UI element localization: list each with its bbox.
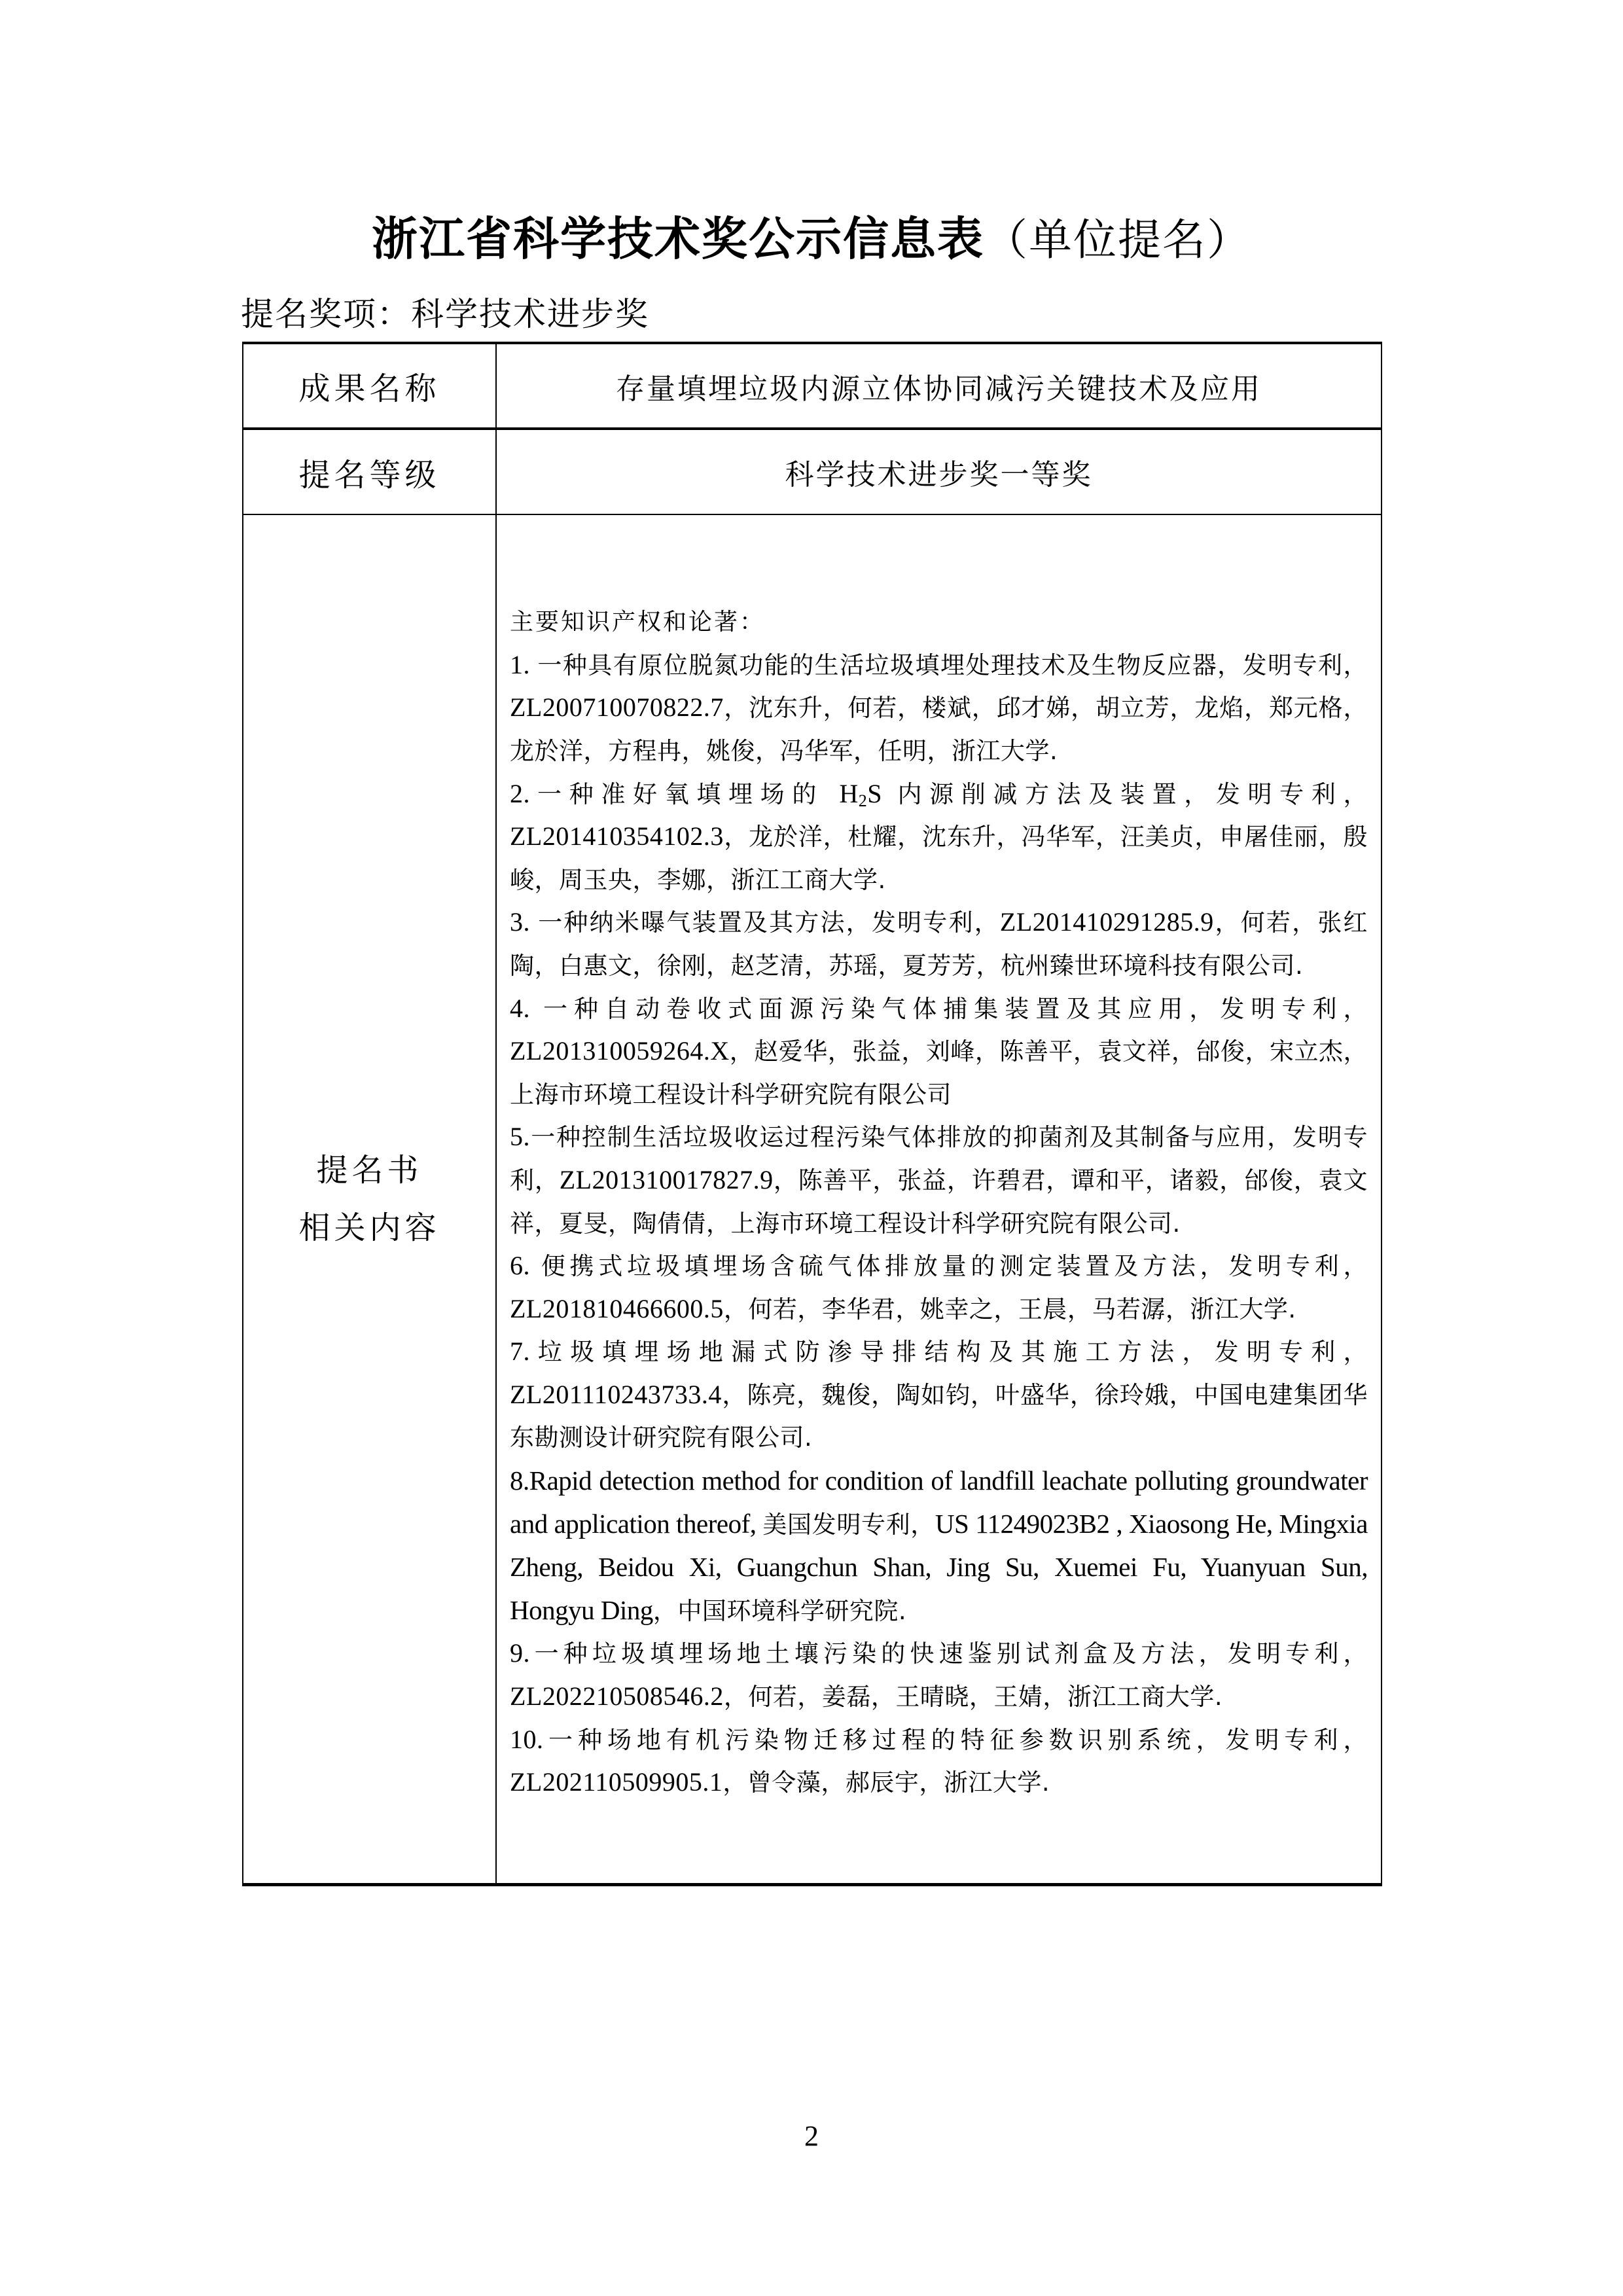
- patent-number: ZL201410291285.9: [999, 907, 1214, 937]
- chem-formula: [839, 779, 882, 808]
- item-authors-en: , Xiaosong He, Mingxia Zheng, Beidou Xi, Guangchun Shan, Jing Su, Xuemei Fu, Yuanyuan Sun, Hongyu Ding: [510, 1508, 1368, 1625]
- item-number: 9.: [510, 1638, 530, 1668]
- row-label: 成果名称: [243, 343, 496, 429]
- ip-list-intro: 主要知识产权和论著：: [510, 609, 766, 636]
- item-title: 一种准好氧填埋场的: [530, 780, 840, 808]
- row-label: 提名等级: [243, 429, 496, 514]
- item-authors: ，曾令藻，郝辰宇，浙江大学.: [722, 1768, 1050, 1797]
- list-item: [510, 1331, 1368, 1460]
- item-institution: ，中国环境科学研究院.: [652, 1596, 907, 1625]
- page-number: 2: [804, 2120, 819, 2152]
- item-authors: ，陈亮，魏俊，陶如钧，叶盛华，徐玲娥，中国电建集团华东勘测设计研究院有限公司.: [510, 1380, 1368, 1452]
- patent-number: ZL201810466600.5: [510, 1293, 724, 1323]
- item-title: 一种自动卷收式面源污染气体捕集装置及其应用，发明专利，: [543, 994, 1368, 1023]
- list-item: [510, 644, 1368, 773]
- list-item: [510, 1460, 1368, 1632]
- list-item: [510, 773, 1368, 902]
- chem-element: S: [867, 778, 883, 808]
- list-item: [510, 1245, 1368, 1331]
- nomination-award-value: 科学技术进步奖: [411, 295, 649, 333]
- list-item: [510, 901, 1368, 987]
- list-item: [510, 1116, 1368, 1245]
- item-number: 10.: [510, 1724, 544, 1754]
- nomination-award-line: [241, 293, 649, 335]
- item-authors: ，何若，张红陶，白惠文，徐刚，赵芝清，苏瑶，夏芳芳，杭州臻世环境科技有限公司.: [510, 908, 1368, 980]
- item-title: 一种控制生活垃圾收运过程污染气体排放的抑菌剂及其制备与应用，发明专利，: [510, 1123, 1368, 1194]
- row-label: [243, 514, 496, 1885]
- item-number: 3.: [510, 907, 539, 937]
- item-title-en: Rapid detection method for condition of landfill leachate polluting groundwater and application thereof,: [510, 1465, 1368, 1539]
- table-row-achievement-name: [243, 343, 1382, 429]
- list-item: [510, 988, 1368, 1117]
- chem-element: H: [839, 778, 859, 808]
- list-item: [510, 1632, 1368, 1718]
- title-main: 浙江省科学技术奖公示信息表: [372, 212, 984, 266]
- patent-number: ZL201410354102.3: [510, 821, 724, 852]
- nomination-award-label: 提名奖项：: [241, 295, 411, 333]
- item-authors: ，陈善平，张益，许碧君，谭和平，诸毅，邰俊，袁文祥，夏旻，陶倩倩，上海市环境工程设计科学研究院有限公司.: [510, 1166, 1368, 1238]
- item-number: 7.: [510, 1336, 530, 1367]
- item-number: 6.: [510, 1251, 541, 1281]
- item-title: 一种纳米曝气装置及其方法，发明专利，: [538, 908, 1000, 937]
- page-title: [0, 209, 1623, 270]
- item-authors: ，龙於洋，杜耀，沈东升，冯华军，汪美贞，申屠佳丽，殷峻，周玉央，李娜，浙江工商大学.: [510, 823, 1368, 894]
- info-table: [242, 342, 1382, 1886]
- chem-subscript: 2: [858, 791, 868, 810]
- item-number: 5.: [510, 1122, 530, 1152]
- patent-type: 美国发明专利，: [762, 1510, 935, 1539]
- item-title: 一种具有原位脱氮功能的生活垃圾填埋处理技术及生物反应器，发明专利，: [537, 651, 1368, 679]
- row-label-line1: 提名书: [316, 1152, 423, 1189]
- ip-list-cell: [496, 514, 1382, 1885]
- item-number: 2.: [510, 778, 530, 808]
- item-title: 一种场地有机污染物迁移过程的特征参数识别系统，发明专利，: [543, 1725, 1368, 1754]
- item-number: 4.: [510, 993, 544, 1023]
- item-title: 垃圾填埋场地漏式防渗导排结构及其施工方法，发明专利，: [530, 1338, 1368, 1367]
- item-authors: ，赵爱华，张益，刘峰，陈善平，袁文祥，邰俊，宋立杰， 上海市环境工程设计科学研究院有限公司: [510, 1037, 1368, 1109]
- row-value: 存量填埋垃圾内源立体协同减污关键技术及应用: [496, 343, 1382, 429]
- table-row-nomination-content: [243, 514, 1382, 1885]
- patent-number: US 11249023B2: [935, 1508, 1110, 1539]
- title-suffix: （单位提名）: [984, 215, 1251, 265]
- item-number: 8.: [510, 1465, 529, 1496]
- patent-number: ZL202210508546.2: [510, 1681, 724, 1712]
- item-title: 一种垃圾填埋场地土壤污染的快速鉴别试剂盒及方法，发明专利，: [530, 1640, 1368, 1668]
- row-value: 科学技术进步奖一等奖: [496, 429, 1382, 514]
- patent-number: ZL201110243733.4: [510, 1379, 722, 1409]
- item-title-cont: 内源削减方法及装置，发明专利，: [882, 780, 1368, 808]
- patent-number: ZL201310059264.X: [510, 1036, 730, 1066]
- patent-number: ZL202110509905.1: [510, 1767, 723, 1797]
- item-number: 1.: [510, 649, 538, 679]
- list-item: [510, 1719, 1368, 1804]
- item-authors: ，沈东升，何若，楼斌，邱才娣，胡立芳，龙焰，郑元格，龙於洋，方程冉，姚俊，冯华军，任明，浙江大学.: [510, 694, 1368, 765]
- item-title: 便携式垃圾填埋场含硫气体排放量的测定装置及方法，发明专利，: [541, 1252, 1368, 1281]
- patent-number: ZL201310017827.9: [559, 1164, 774, 1194]
- item-authors: ，何若，李华君，姚幸之，王晨，马若潺，浙江大学.: [723, 1295, 1296, 1323]
- patent-number: ZL200710070822.7: [510, 692, 724, 723]
- table-row-nomination-level: [243, 429, 1382, 514]
- item-authors: ，何若，姜磊，王晴晓，王婧，浙江工商大学.: [723, 1683, 1223, 1712]
- row-label-line2: 相关内容: [298, 1210, 440, 1246]
